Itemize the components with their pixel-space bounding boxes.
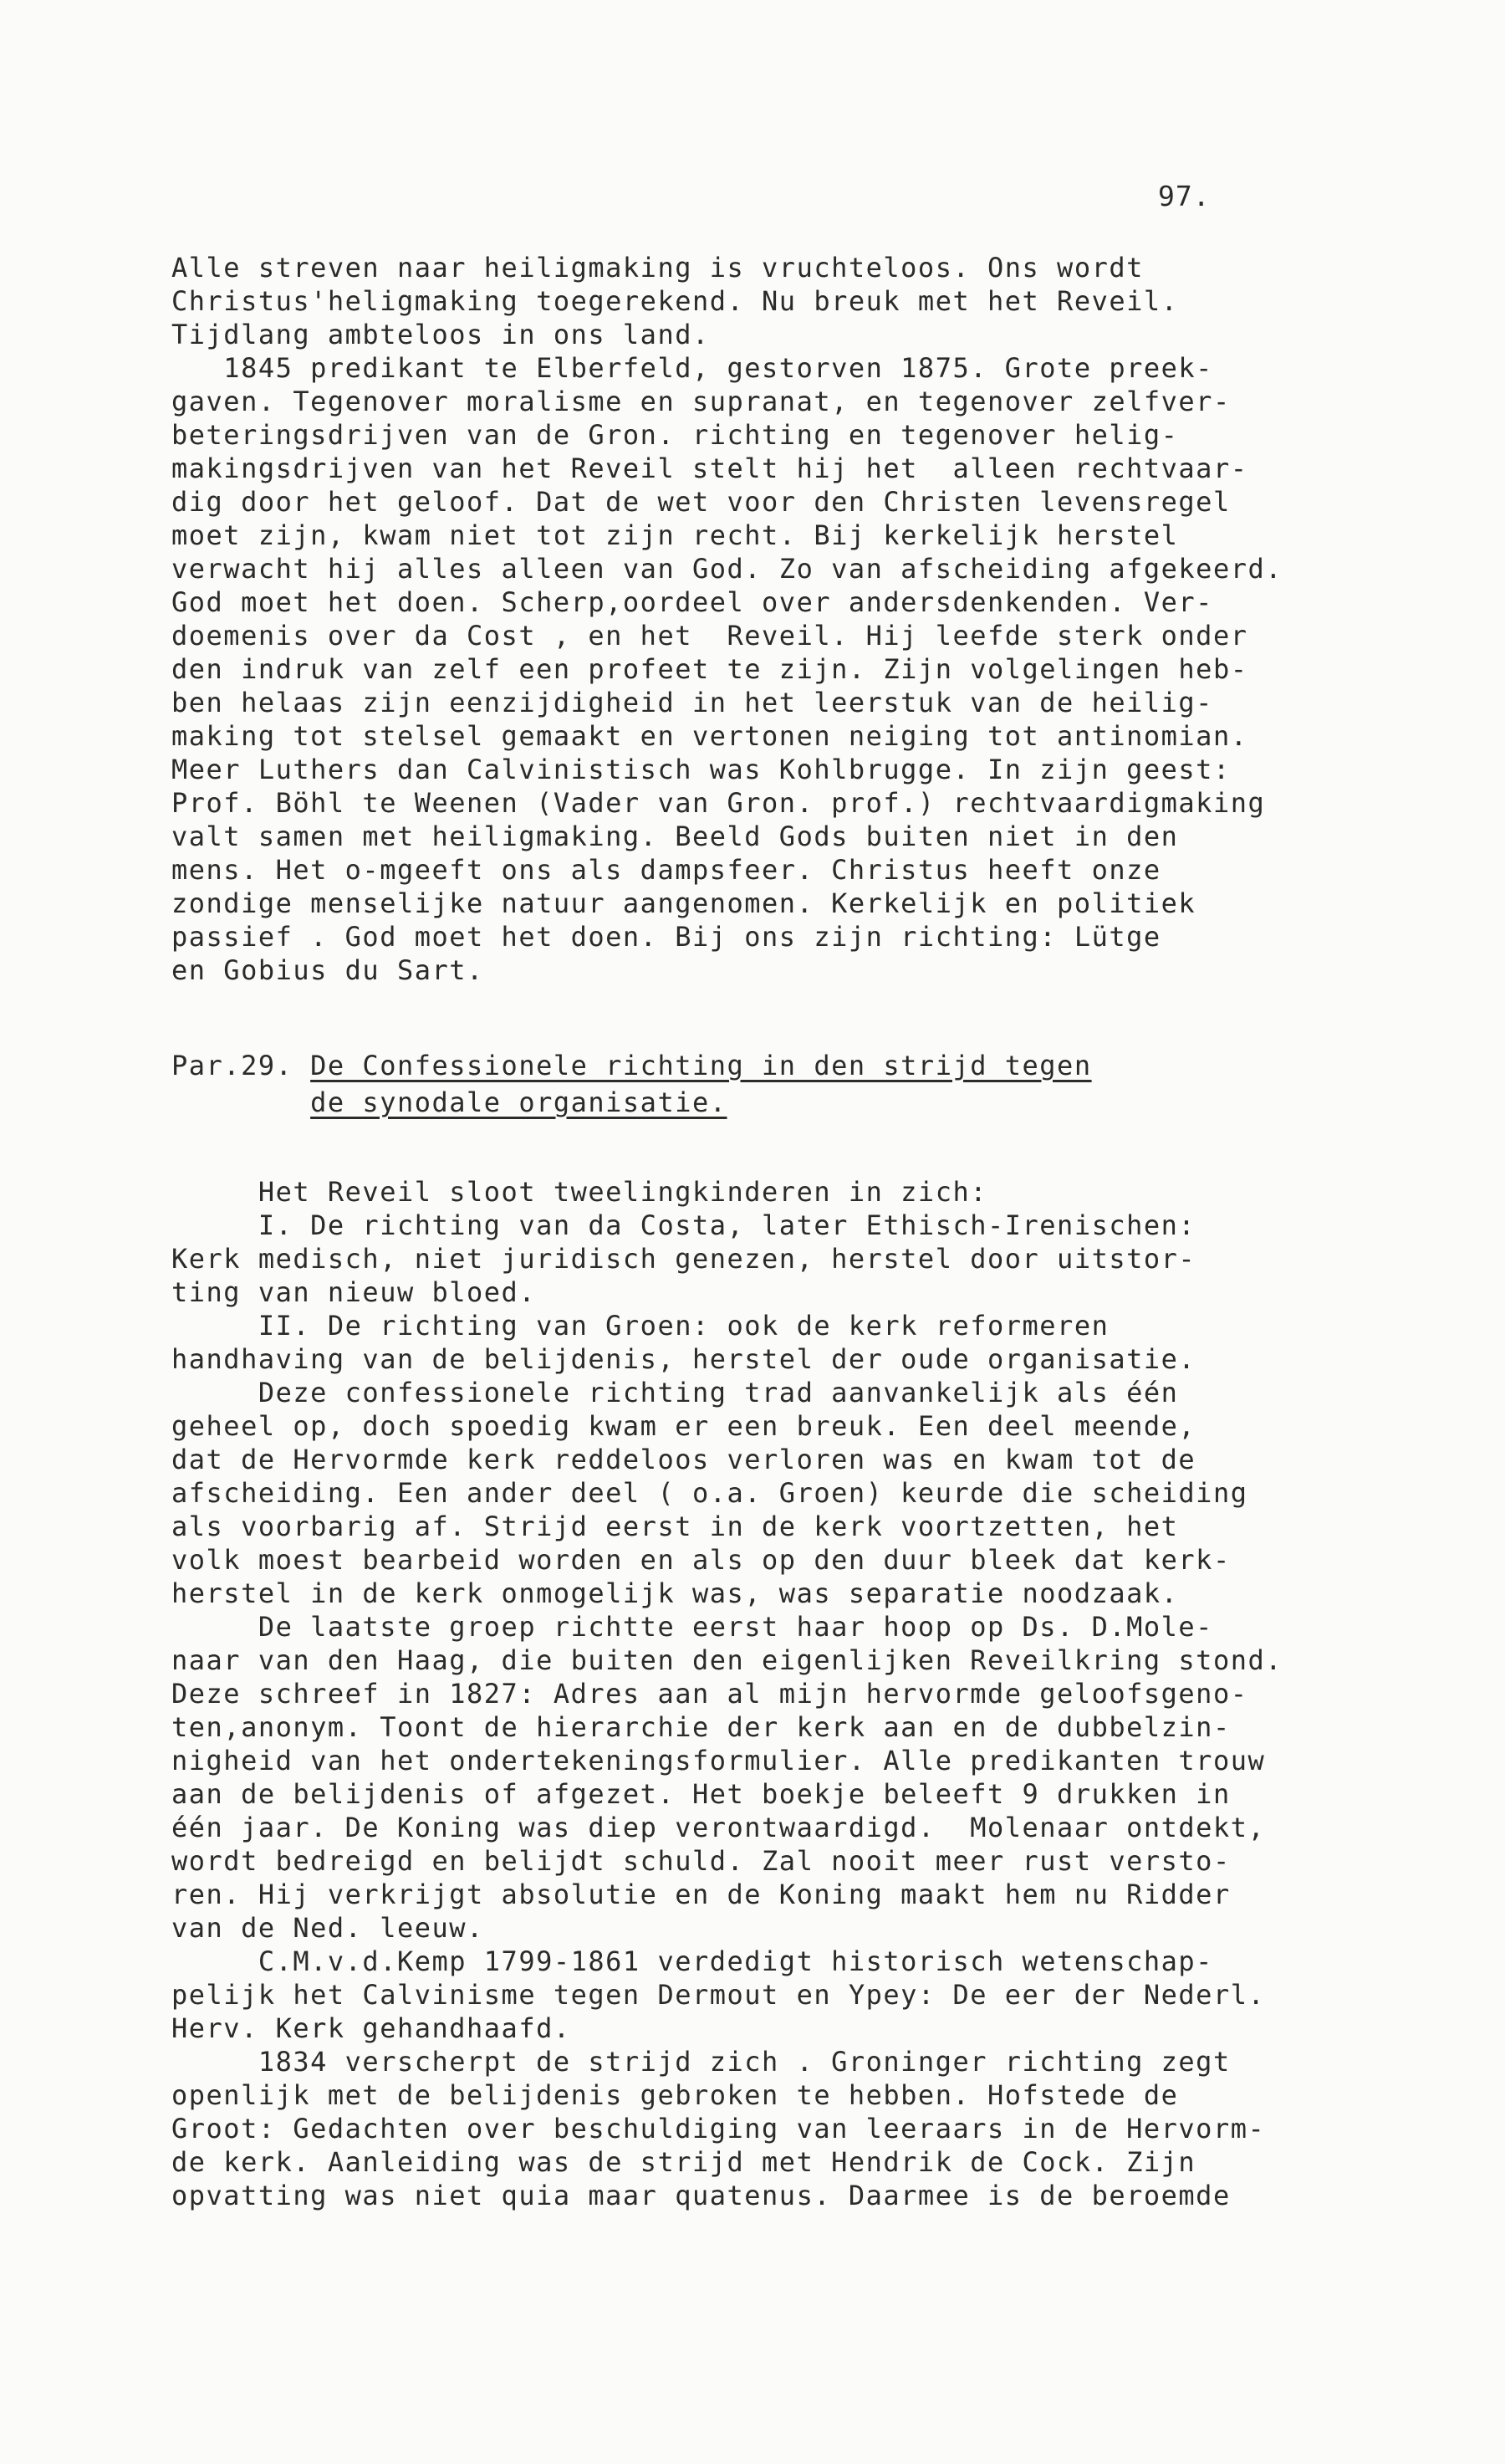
text-line: 1845 predikant te Elberfeld, gestorven 1875. Grote preek-: [171, 352, 1213, 384]
text-line: dat de Hervormde kerk reddeloos verloren was en kwam tot de: [171, 1444, 1196, 1475]
text-line: en Gobius du Sart.: [171, 954, 484, 986]
text-line: handhaving van de belijdenis, herstel der oude organisatie.: [171, 1343, 1196, 1375]
text-block-bottom: [171, 1175, 1442, 2212]
text-line: de kerk. Aanleiding was de strijd met Hendrik de Cock. Zijn: [171, 2146, 1196, 2178]
section-heading-line-2: [171, 1084, 1426, 1121]
text-line: C.M.v.d.Kemp 1799-1861 verdedigt historisch wetenschap-: [171, 1945, 1213, 1977]
text-line: I. De richting van da Costa, later Ethisch-Irenischen:: [171, 1209, 1196, 1241]
text-line: Tijdlang ambteloos in ons land.: [171, 319, 710, 350]
section-heading-line-1: [171, 1047, 1426, 1084]
section-title-2: de synodale organisatie.: [310, 1086, 727, 1118]
text-line: Deze confessionele richting trad aanvankelijk als één: [171, 1377, 1179, 1408]
text-line: passief . God moet het doen. Bij ons zijn richting: Lütge: [171, 921, 1161, 953]
section-heading: [171, 1047, 1426, 1121]
text-line: Meer Luthers dan Calvinistisch was Kohlbrugge. In zijn geest:: [171, 754, 1231, 785]
text-line: doemenis over da Cost , en het Reveil. Hij leefde sterk onder: [171, 620, 1248, 652]
text-line: ten,anonym. Toont de hierarchie der kerk aan en de dubbelzin-: [171, 1711, 1231, 1743]
text-line: nigheid van het ondertekeningsformulier. Alle predikanten trouw: [171, 1745, 1266, 1776]
text-line: beteringsdrijven van de Gron. richting en tegenover helig-: [171, 419, 1179, 451]
text-line: Deze schreef in 1827: Adres aan al mijn hervormde geloofsgeno-: [171, 1678, 1248, 1710]
section-label: Par.29.: [171, 1050, 293, 1081]
text-line: making tot stelsel gemaakt en vertonen neiging tot antinomian.: [171, 720, 1248, 752]
text-line: Christus'heligmaking toegerekend. Nu breuk met het Reveil.: [171, 285, 1179, 317]
text-line: ben helaas zijn eenzijdigheid in het leerstuk van de heilig-: [171, 687, 1213, 718]
text-line: opvatting was niet quia maar quatenus. Daarmee is de beroemde: [171, 2180, 1231, 2211]
text-line: pelijk het Calvinisme tegen Dermout en Ypey: De eer der Nederl.: [171, 1979, 1266, 2011]
text-block-top: [171, 251, 1442, 987]
text-line: afscheiding. Een ander deel ( o.a. Groen) keurde die scheiding: [171, 1477, 1248, 1509]
text-line: valt samen met heiligmaking. Beeld Gods buiten niet in den: [171, 820, 1179, 852]
text-line: zondige menselijke natuur aangenomen. Kerkelijk en politiek: [171, 887, 1196, 919]
text-line: gaven. Tegenover moralisme en supranat, en tegenover zelfver-: [171, 386, 1231, 417]
text-line: openlijk met de belijdenis gebroken te hebben. Hofstede de: [171, 2079, 1179, 2111]
page-number: 97.: [1158, 180, 1211, 212]
text-line: makingsdrijven van het Reveil stelt hij het alleen rechtvaar-: [171, 452, 1248, 484]
text-line: moet zijn, kwam niet tot zijn recht. Bij kerkelijk herstel: [171, 519, 1179, 551]
text-line: één jaar. De Koning was diep verontwaardigd. Molenaar ontdekt,: [171, 1812, 1266, 1843]
text-line: als voorbarig af. Strijd eerst in de kerk voortzetten, het: [171, 1511, 1179, 1542]
text-line: den indruk van zelf een profeet te zijn. Zijn volgelingen heb-: [171, 653, 1248, 685]
section-title-1: De Confessionele richting in den strijd tegen: [310, 1050, 1092, 1081]
text-line: Herv. Kerk gehandhaafd.: [171, 2012, 571, 2044]
text-line: God moet het doen. Scherp,oordeel over andersdenkenden. Ver-: [171, 586, 1213, 618]
text-line: Kerk medisch, niet juridisch genezen, herstel door uitstor-: [171, 1243, 1196, 1275]
text-line: naar van den Haag, die buiten den eigenlijken Reveilkring stond.: [171, 1644, 1283, 1676]
text-line: mens. Het o-mgeeft ons als dampsfeer. Christus heeft onze: [171, 854, 1161, 886]
text-line: De laatste groep richtte eerst haar hoop op Ds. D.Mole-: [171, 1611, 1213, 1643]
text-line: 1834 verscherpt de strijd zich . Groninger richting zegt: [171, 2046, 1231, 2078]
text-line: wordt bedreigd en belijdt schuld. Zal nooit meer rust versto-: [171, 1845, 1231, 1877]
text-line: Alle streven naar heiligmaking is vruchteloos. Ons wordt: [171, 252, 1144, 284]
text-line: van de Ned. leeuw.: [171, 1912, 484, 1944]
text-line: II. De richting van Groen: ook de kerk reformeren: [171, 1310, 1110, 1342]
text-line: geheel op, doch spoedig kwam er een breuk. Een deel meende,: [171, 1410, 1196, 1442]
text-line: ting van nieuw bloed.: [171, 1276, 537, 1308]
text-line: Prof. Böhl te Weenen (Vader van Gron. prof.) rechtvaardigmaking: [171, 787, 1266, 819]
text-line: aan de belijdenis of afgezet. Het boekje beleeft 9 drukken in: [171, 1778, 1231, 1810]
text-line: herstel in de kerk onmogelijk was, was separatie noodzaak.: [171, 1577, 1179, 1609]
text-line: Het Reveil sloot tweelingkinderen in zich:: [171, 1176, 987, 1208]
text-line: Groot: Gedachten over beschuldiging van leeraars in de Hervorm-: [171, 2113, 1266, 2144]
text-line: volk moest bearbeid worden en als op den duur bleek dat kerk-: [171, 1544, 1231, 1576]
text-line: dig door het geloof. Dat de wet voor den Christen levensregel: [171, 486, 1231, 518]
text-line: ren. Hij verkrijgt absolutie en de Koning maakt hem nu Ridder: [171, 1879, 1231, 1910]
text-line: verwacht hij alles alleen van God. Zo van afscheiding afgekeerd.: [171, 553, 1283, 585]
